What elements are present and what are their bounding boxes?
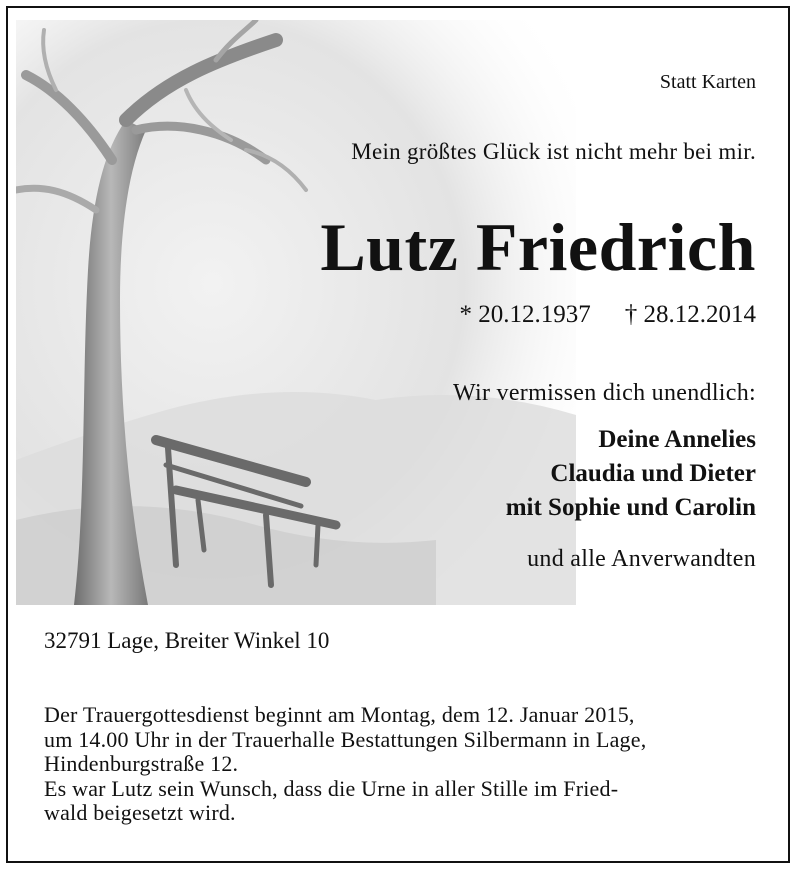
other-relatives: und alle Anverwandten — [527, 546, 756, 572]
service-info — [44, 703, 646, 826]
mourners-intro: Wir vermissen dich unendlich: — [453, 380, 756, 406]
mourners-names — [506, 423, 756, 525]
address-line: 32791 Lage, Breiter Winkel 10 — [44, 628, 330, 653]
statt-karten-note: Statt Karten — [659, 71, 756, 93]
mourner-name: Claudia und Dieter — [550, 460, 756, 487]
service-line: Es war Lutz sein Wunsch, dass die Urne in aller Stille im Fried- — [44, 775, 619, 801]
service-line: Hindenburgstraße 12. — [44, 751, 239, 776]
birth-date: * 20.12.1937 — [459, 301, 591, 328]
service-line: um 14.00 Uhr in der Trauerhalle Bestattungen Silbermann in Lage, — [44, 726, 647, 752]
service-line: Der Trauergottesdienst beginnt am Montag, dem 12. Januar 2015, — [44, 702, 635, 727]
service-line: wald beigesetzt wird. — [44, 800, 236, 825]
life-dates — [460, 301, 757, 329]
mourner-name: mit Sophie und Carolin — [505, 494, 756, 521]
death-date: † 28.12.2014 — [624, 301, 756, 328]
motto-line: Mein größtes Glück ist nicht mehr bei mir. — [351, 139, 756, 164]
mourner-name: Deine Annelies — [598, 426, 756, 453]
deceased-name: Lutz Friedrich — [320, 209, 756, 285]
